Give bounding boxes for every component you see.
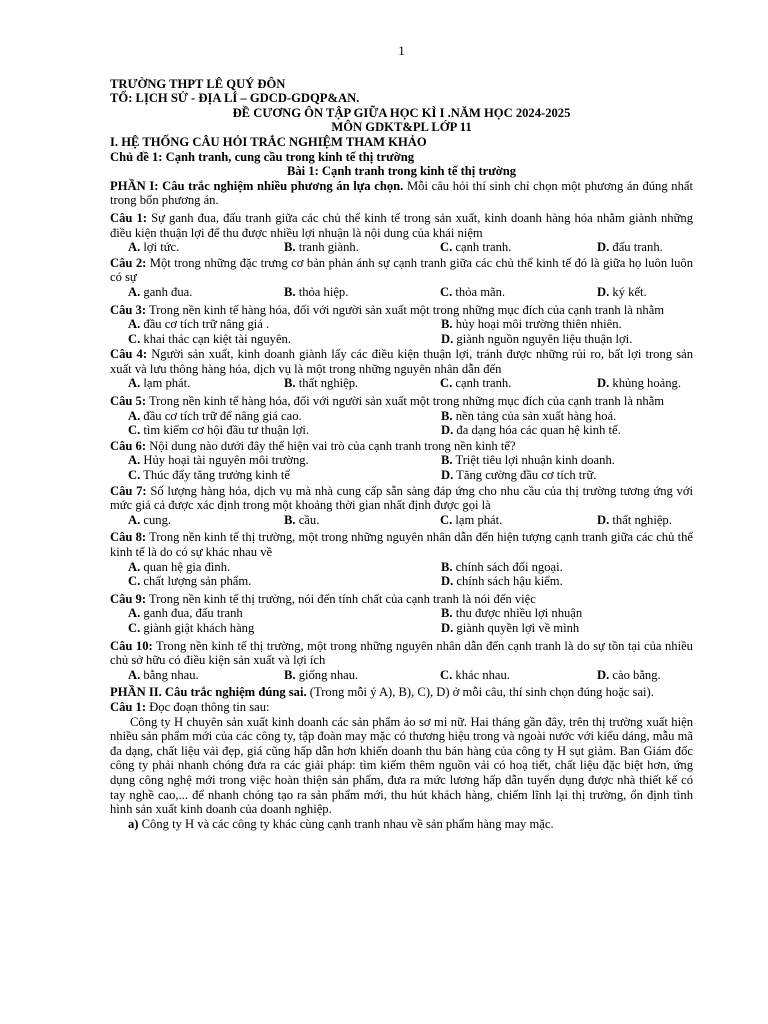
option-a: A. đầu cơ tích trữ nâng giá . [128,317,270,332]
options-9 [110,606,693,635]
option-b: B. thất nghiệp. [284,376,359,391]
lesson-heading: Bài 1: Cạnh tranh trong kinh tế thị trường [286,164,517,179]
document-page [110,44,693,831]
page-number: 1 [398,43,405,58]
option-b: B. thu được nhiều lợi nhuận [441,606,583,621]
question-3: Câu 3: Trong nền kinh tế hàng hóa, đối với người sản xuất một trong những mục đích của cạnh tranh là nhằm [110,302,665,317]
section-heading: I. HỆ THỐNG CÂU HỎI TRẮC NGHIỆM THAM KHẢO [110,134,427,149]
part2-intro [110,685,693,700]
option-b: B. cầu. [284,512,320,527]
statement-a: a) Công ty H và các công ty khác cùng cạnh tranh nhau về sản phẩm hàng may mặc. [128,816,554,831]
option-d: D. thất nghiệp. [597,512,672,527]
option-b: B. Triệt tiêu lợi nhuận kinh doanh. [441,453,615,468]
question-1 [110,211,693,240]
department-name: TỔ: LỊCH SỬ - ĐỊA LÍ – GDCD-GDQP&AN. [110,91,360,106]
option-d: D. giành nguồn nguyên liệu thuận lợi. [441,331,633,346]
option-a: A. ganh đua, đấu tranh [128,606,243,621]
option-c: C. cạnh tranh. [440,240,512,255]
option-d: D. đấu tranh. [597,240,663,255]
part1-intro [110,179,693,208]
options-1 [110,240,693,255]
question-9: Câu 9: Trong nền kinh tế thị trường, nói đến tính chất của cạnh tranh là nói đến việc [110,591,536,606]
options-7 [110,513,693,528]
option-c: C. giành giật khách hàng [128,620,255,635]
option-a: A. lợi tức. [128,240,180,255]
option-b: B. hủy hoại môi trường thiên nhiên. [441,317,622,332]
option-a: A. quan hệ gia đình. [128,559,231,574]
part1-label: PHẦN I: Câu trắc nghiệm nhiều phương án lựa chọn. [110,178,404,193]
options-5 [110,409,693,438]
option-d: D. giành quyền lợi về mình [441,620,580,635]
option-d: D. đa dạng hóa các quan hệ kinh tế. [441,423,621,438]
option-c: C. thỏa mãn. [440,284,506,299]
part2-label: PHẦN II. Câu trắc nghiệm đúng sai. [110,685,307,700]
option-b: B. giống nhau. [284,667,359,682]
options-2 [110,285,693,300]
option-c: C. lạm phát. [440,512,503,527]
option-a: A. đầu cơ tích trữ để nâng giá cao. [128,408,302,423]
option-d: D. ký kết. [597,284,647,299]
option-c: C. chất lượng sản phẩm. [128,574,252,589]
option-c: C. khác nhau. [440,667,510,682]
option-d: D. Tăng cường đầu cơ tích trữ. [441,468,597,483]
option-d: D. cào bằng. [597,667,661,682]
option-a: A. cung. [128,512,172,527]
options-3 [110,317,693,346]
question-10: Câu 10: Trong nền kinh tế thị trường, một trong những nguyên nhân dẫn đến cạnh tranh là do sự tồn tại của nhiều chủ sở hữu có điều kiện sản xuất và lợi ích [110,638,693,668]
question-number: Câu 1: [110,210,147,225]
subject-title: MÔN GDKT&PL LỚP 11 [331,120,472,135]
question-8: Câu 8: Trong nền kinh tế thị trường, một trong những nguyên nhân dẫn đến hiện tượng cạnh tranh giữa các chủ thể kinh tế là do có sự khác nhau về [110,530,693,559]
option-c: C. tìm kiếm cơ hội đầu tư thuận lợi. [128,423,310,438]
option-d: D. chính sách hậu kiểm. [441,574,563,589]
school-name: TRƯỜNG THPT LÊ QUÝ ĐÔN [110,76,286,91]
option-b: B. tranh giành. [284,240,359,255]
option-a: A. Hủy hoại tài nguyên môi trường. [128,453,309,468]
question-6: Câu 6: Nội dung nào dưới đây thể hiện vai trò của cạnh tranh trong nền kinh tế? [110,438,516,453]
part1-text: Mỗi câu hỏi thí sinh chỉ chọn một phương án đúng nhất trong bốn phương án. [110,178,693,208]
question-2: Câu 2: Một trong những đặc trưng cơ bản phản ánh sự cạnh tranh giữa các chủ thể kinh tế đó là giữa họ luôn luôn có sự [110,255,693,285]
option-a: A. ganh đua. [128,284,193,299]
topic-heading: Chủ đề 1: Cạnh tranh, cung cầu trong kinh tế thị trường [110,149,415,164]
document-title: ĐỀ CƯƠNG ÔN TẬP GIỮA HỌC KÌ I .NĂM HỌC 2024-2025 [232,105,571,120]
option-b: B. thỏa hiệp. [284,284,349,299]
options-4 [110,376,693,391]
option-d: D. khủng hoảng. [597,376,681,391]
option-c: C. Thúc đẩy tăng trưởng kinh tế [128,468,290,483]
question-4: Câu 4: Người sản xuất, kinh doanh giành lấy các điều kiện thuận lợi, tránh được những rủi ro, bất lợi trong sản xuất và lưu thông hàng hóa, dịch vụ là một trong những nguyên nhân dẫn đến [110,347,693,376]
option-b: B. chính sách đối ngoại. [441,559,563,574]
option-c: C. cạnh tranh. [440,376,512,391]
option-a: A. lạm phát. [128,376,191,391]
question-5: Câu 5: Trong nền kinh tế hàng hóa, đối với người sản xuất một trong những mục đích của cạnh tranh là nhằm [110,394,665,409]
option-b: B. nền tảng của sản xuất hàng hoá. [441,408,617,423]
question-text: Sự ganh đua, đấu tranh giữa các chủ thể kinh tế trong sản xuất, kinh doanh hàng hóa nhằm giành những điều kiện thuận lợi để thu được nhiều lợi nhuận là nội dung của khái niệm [110,210,693,240]
part2-question-1: Câu 1: Đọc đoạn thông tin sau: [110,699,270,714]
option-c: C. khai thác cạn kiệt tài nguyên. [128,331,291,346]
option-a: A. bằng nhau. [128,667,199,682]
part2-text: (Trong mỗi ý A), B), C), D) ở mỗi câu, thí sinh chọn đúng hoặc sai). [306,685,654,700]
options-10 [110,668,693,683]
options-6 [110,453,693,482]
options-8 [110,560,693,589]
reading-passage: Công ty H chuyên sản xuất kinh doanh các sản phẩm áo sơ mi nữ. Hai tháng gần đây, trên thị trường xuất hiện nhiều sản phẩm mới của các công ty, tập đoàn may mặc có thương hiệu trong và ngoài nước với kiểu dáng, mẫu mã đa dạng, chất liệu vải đẹp, giá cũng hấp dẫn hơn khiến doanh thu bán hàng của công ty H sụt giảm. Ban Giám đốc công ty phải nhanh chóng đưa ra các giải pháp: tìm kiếm thêm nguồn vải có hoạ tiết, chất liệu đặc biệt hơn, ứng dụng công nghệ mới trong việc hoàn thiện sản phẩm, đưa ra mức lương hấp dẫn tuyển dụng được nhà thiết kế có tay nghề cao,... để nhanh chóng tạo ra sản phẩm mới, thu hút khách hàng, chiếm lĩnh lại thị trường, ổn định tình hình sản xuất kinh doanh của doanh nghiệp. [110,714,693,817]
question-7: Câu 7: Số lượng hàng hóa, dịch vụ mà nhà cung cấp sẵn sàng đáp ứng cho nhu cầu của thị trường tương ứng với mức giá cả được xác định trong một khoảng thời gian nhất định được gọi là [110,483,693,513]
